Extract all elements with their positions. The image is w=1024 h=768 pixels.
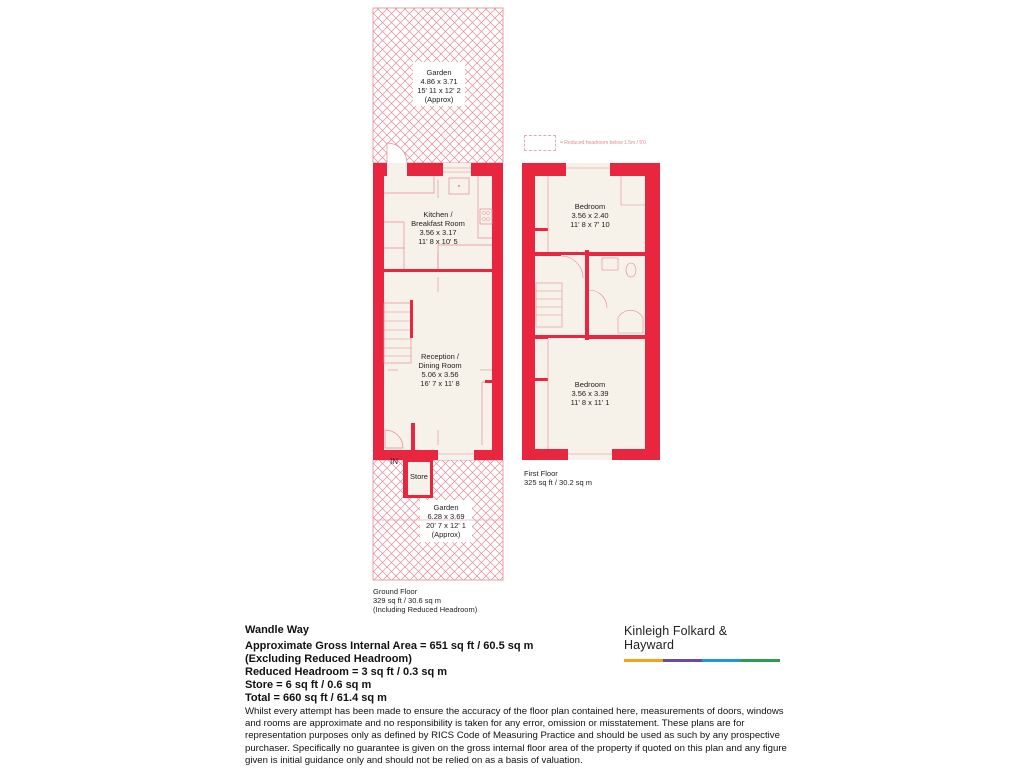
ground-floor-plan — [373, 143, 503, 498]
room-imperial: 11' 8 x 10' 5 — [418, 237, 458, 246]
floor-title: Ground Floor — [373, 587, 418, 596]
property-address: Wandle Way — [245, 624, 309, 636]
label-bedroom-rear — [560, 380, 620, 407]
room-imperial: 15' 11 x 12' 2 — [417, 86, 461, 95]
room-metric: 3.56 x 3.17 — [419, 228, 457, 237]
brand-logo — [624, 624, 780, 662]
room-name: Reception / — [421, 352, 459, 361]
ground-floor-caption — [373, 587, 477, 614]
room-imperial: 11' 8 x 7' 10 — [570, 220, 610, 229]
label-kitchen — [400, 210, 476, 246]
legend — [524, 135, 646, 151]
label-entrance: IN — [390, 457, 398, 466]
brand-color-bar — [624, 659, 780, 662]
room-metric: 6.28 x 3.69 — [427, 512, 465, 521]
brand-bar-blue — [702, 659, 741, 662]
store-area: Store = 6 sq ft / 0.6 sq m — [245, 679, 372, 691]
label-reception — [405, 352, 475, 388]
reduced-headroom-swatch — [524, 135, 556, 151]
floor-note: (Including Reduced Headroom) — [373, 605, 478, 614]
label-garden-front — [412, 503, 480, 539]
label-bedroom-front — [560, 202, 620, 229]
brand-bar-purple — [663, 659, 702, 662]
floor-area: 329 sq ft / 30.6 sq m — [373, 596, 441, 605]
floor-title: First Floor — [524, 469, 558, 478]
room-note: (Approx) — [424, 95, 454, 104]
total-area: Total = 660 sq ft / 61.4 sq m — [245, 692, 387, 704]
first-floor-caption — [524, 469, 592, 487]
brand-bar-orange — [624, 659, 663, 662]
room-name-2: Dining Room — [418, 361, 462, 370]
floor-area: 325 sq ft / 30.2 sq m — [524, 478, 592, 487]
gross-area: Approximate Gross Internal Area = 651 sq ft / 60.5 sq m — [245, 640, 534, 652]
room-metric: 3.56 x 3.39 — [571, 389, 609, 398]
legend-text: = Reduced headroom below 1.5m / 5'0 — [560, 140, 646, 146]
room-name: Bedroom — [574, 380, 606, 389]
room-name: Garden — [426, 68, 452, 77]
disclaimer: Whilst every attempt has been made to ensure the accuracy of the floor plan contained here, measurements of doors, windows and rooms are approximate and no responsibility is taken for any error, omission or misstatement. These plans are for representation purposes only as defined by RICS Code of Measuring Practice and should be used as such by any prospective purchaser. Specifically no guarantee is given on the gross internal floor area of the property if quoted on this plan and any figure given is initial guidance only and should not be relied on as a basis of valuation. — [245, 706, 787, 766]
brand-name: Kinleigh Folkard & Hayward — [624, 624, 728, 652]
label-garden-rear — [405, 68, 473, 104]
room-imperial: 16' 7 x 11' 8 — [420, 379, 460, 388]
reduced-headroom-area: Reduced Headroom = 3 sq ft / 0.3 sq m — [245, 666, 448, 678]
room-metric: 4.86 x 3.71 — [420, 77, 458, 86]
room-name: Kitchen / — [423, 210, 453, 219]
room-imperial: 11' 8 x 11' 1 — [570, 398, 610, 407]
room-name-2: Breakfast Room — [411, 219, 465, 228]
room-metric: 5.06 x 3.56 — [421, 370, 459, 379]
room-note: (Approx) — [431, 530, 461, 539]
brand-bar-green — [741, 659, 780, 662]
room-metric: 3.56 x 2.40 — [571, 211, 609, 220]
label-store — [408, 472, 430, 481]
room-name: Bedroom — [574, 202, 606, 211]
gross-area-note: (Excluding Reduced Headroom) — [245, 653, 412, 665]
room-name: Garden — [433, 503, 459, 512]
room-imperial: 20' 7 x 12' 1 — [426, 521, 466, 530]
room-name: Store — [410, 472, 428, 481]
